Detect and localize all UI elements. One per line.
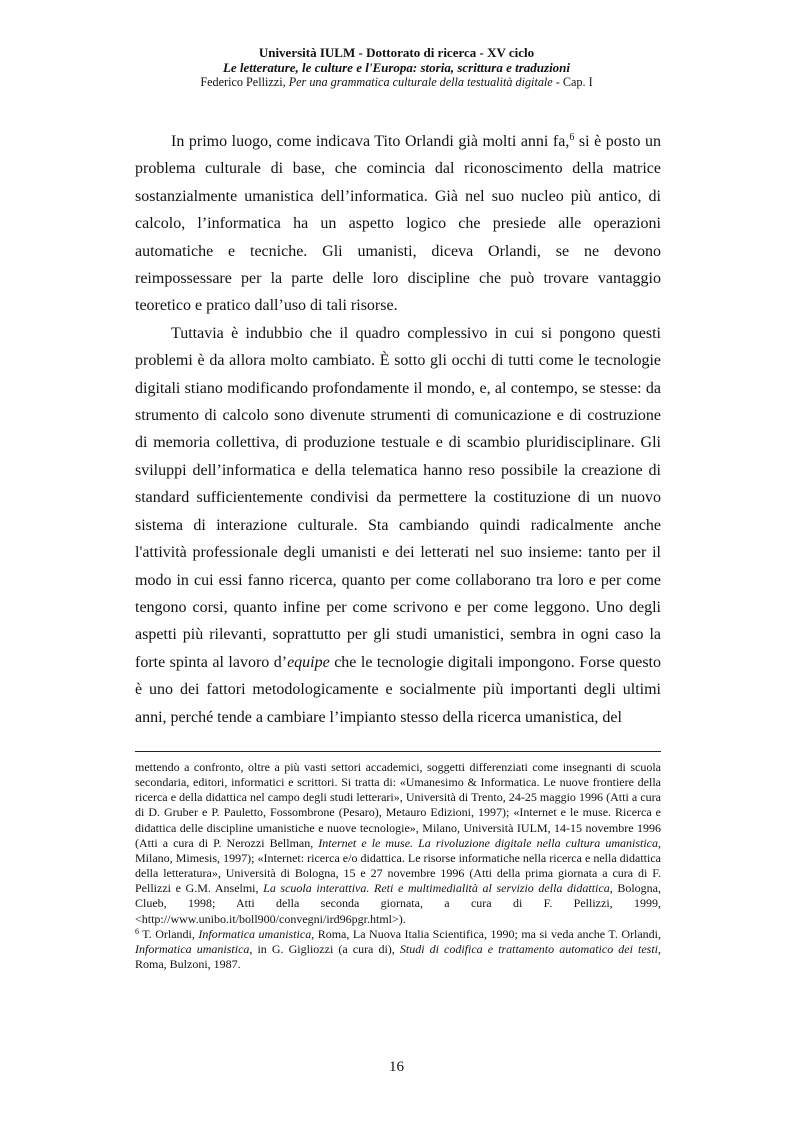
header-program: Le letterature, le culture e l'Europa: storia, scrittura e traduzioni: [222, 60, 571, 75]
text-run: , Roma, Bulzoni, 1987.: [135, 941, 661, 972]
text-run: , Roma, La Nuova Italia Scientifica, 1990; ma si veda anche T. Orlandi,: [311, 926, 661, 941]
text-run: che le tecnologie digitali impongono. Forse questo è uno dei fattori metodologicamente e socialmente più importanti degli ultimi anni, perché tende a cambiare l’impianto stesso della ricerca umanistica, del: [135, 653, 662, 726]
paragraph: [135, 128, 661, 320]
header-author: Federico Pellizzi,: [200, 75, 289, 89]
footnote-reference: 6: [569, 132, 575, 143]
italic-title: Internet e le muse. La rivoluzione digitale nella cultura umanistica: [318, 835, 658, 850]
footnote-continued: [135, 760, 661, 927]
italic-term: equipe: [287, 653, 330, 671]
footnotes: [135, 760, 661, 972]
main-text: [135, 128, 661, 731]
text-run: , Milano, Mimesis, 1997); «Internet: ricerca e/o didattica. Le risorse informatiche nella ricerca e nella didattica della letteratura», Università di Bologna, 15 e 27 novembre 1996 (Atti della prima giornata a cura di F. Pellizzi e G.M. Anselmi,: [135, 835, 661, 896]
header-chapter: - Cap. I: [552, 75, 593, 89]
text-run: si è posto un problema culturale di base, che comincia dal riconoscimento della matrice sostanzialmente umanistica dell’informatica. Già nel suo nucleo più antico, di calcolo, l’informatica ha un aspetto logico che presiede alle operazioni automatiche e tecniche. Gli umanisti, diceva Orlandi, se ne devono reimpossessare per la parte delle loro discipline che può trovare vantaggio teoretico e pratico dall’uso di tali risorse.: [135, 133, 661, 315]
italic-title: Informatica umanistica: [135, 941, 250, 956]
italic-title: La scuola interattiva. Reti e multimedialità al servizio della didattica: [263, 881, 610, 896]
italic-title: Informatica umanistica: [198, 926, 312, 941]
footnote-6: [135, 927, 661, 972]
paragraph: [135, 320, 661, 731]
text-run: T. Orlandi,: [139, 926, 199, 941]
text-run: , in G. Gigliozzi (a cura di),: [249, 941, 400, 956]
text-run: mettendo a confronto, oltre a più vasti settori accademici, soggetti differenziati come insegnanti di scuola secondaria, editori, informatici e scrittori. Si tratta di: «Umanesimo & Informatica. Le nuove frontiere della ricerca e della didattica nel campo degli studi letterari», Università di Trento, 24-25 maggio 1996 (Atti a cura di D. Gruber e P. Pauletto, Fossombrone (Pesaro), Metauro Edizioni, 1997); «Internet e le muse. Ricerca e didattica delle discipline umanistiche e nuove tecnologie», Milano, Università IULM, 14-15 novembre 1996 (Atti a cura di P. Nerozzi Bellman,: [135, 760, 661, 850]
running-header: [0, 46, 793, 90]
text-run: In primo luogo, come indicava Tito Orlandi già molti anni fa,: [171, 133, 570, 150]
header-author-line: [0, 75, 793, 90]
header-work-title: Per una grammatica culturale della testualità digitale: [288, 75, 553, 89]
text-run: , Bologna, Clueb, 1998; Atti della seconda giornata, a cura di F. Pellizzi, 1999, <http://www.unibo.it/boll900/convegni/ird96pgr.html>).: [135, 881, 661, 926]
footnote-separator: [135, 751, 661, 752]
italic-title: Studi di codifica e trattamento automatico dei testi: [399, 941, 658, 956]
text-run: Tuttavia è indubbio che il quadro complessivo in cui si pongono questi problemi è da allora molto cambiato. È sotto gli occhi di tutti come le tecnologie digitali stiano modificando profondamente il mondo, e, al contempo, se stesse: da strumento di calcolo sono divenute strumenti di comunicazione e di costruzione di memoria collettiva, di produzione testuale e di scambio pluridisciplinare. Gli sviluppi dell’informatica e della telematica hanno reso possibile la creazione di standard sufficientemente condivisi da permettere la costituzione di un nuovo sistema di interazione culturale. Sta cambiando quindi radicalmente anche l'attività professionale degli umanisti e dei letterati nel suo insieme: tanto per il modo in cui essi fanno ricerca, quanto per come collaborano tra loro e per come tengono corsi, quanto infine per come scrivono e per come leggono. Uno degli aspetti più rilevanti, soprattutto per gli studi umanistici, sembra in ogni caso la forte spinta al lavoro d’: [135, 324, 661, 671]
footnote-number: 6: [135, 926, 139, 936]
header-institution: Università IULM - Dottorato di ricerca - XV ciclo: [258, 45, 535, 60]
page-number: 16: [389, 1059, 404, 1075]
